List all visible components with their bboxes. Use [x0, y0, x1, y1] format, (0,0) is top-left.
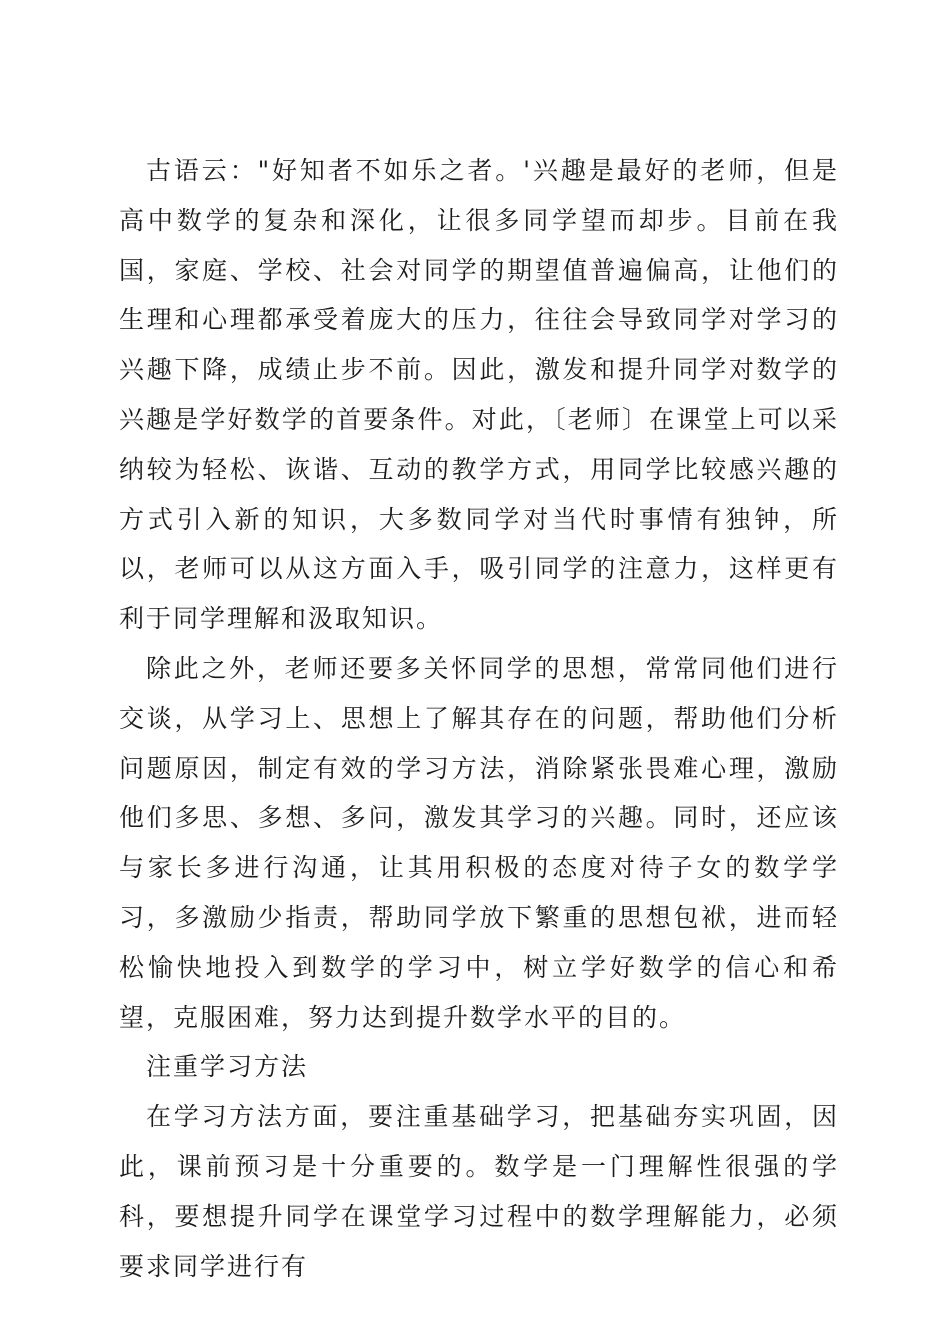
paragraph-teacher-care: 除此之外，老师还要多关怀同学的思想，常常同他们进行交谈，从学习上、思想上了解其存在的问题，帮助他们分析问题原因，制定有效的学习方法，消除紧张畏难心理，激励他们多思、多想、多问，激发其学习的兴趣。同时，还应该与家长多进行沟通，让其用积极的态度对待子女的数学学习，多激励少指责，帮助同学放下繁重的思想包袱，进而轻松愉快地投入到数学的学习中，树立学好数学的信心和希望，克服困难，努力达到提升数学水平的目的。	[119, 653, 839, 1032]
paragraph-study-method: 在学习方法方面，要注重基础学习，把基础夯实巩固，因此，课前预习是十分重要的。数学是一门理解性很强的学科，要想提升同学在课堂学习过程中的数学理解能力，必须要求同学进行有	[119, 1102, 839, 1281]
paragraph-interest: 古语云："好知者不如乐之者。'兴趣是最好的老师，但是高中数学的复杂和深化，让很多同学望而却步。目前在我国，家庭、学校、社会对同学的期望值普遍偏高，让他们的生理和心理都承受着庞大的压力，往往会导致同学对学习的兴趣下降，成绩止步不前。因此，激发和提升同学对数学的兴趣是学好数学的首要条件。对此，〔老师〕在课堂上可以采纳较为轻松、诙谐、互动的教学方式，用同学比较感兴趣的方式引入新的知识，大多数同学对当代时事情有独钟，所以，老师可以从这方面入手，吸引同学的注意力，这样更有利于同学理解和汲取知识。	[119, 156, 839, 634]
document-body	[119, 146, 839, 1291]
section-heading-study-method: 注重学习方法	[146, 1052, 309, 1082]
